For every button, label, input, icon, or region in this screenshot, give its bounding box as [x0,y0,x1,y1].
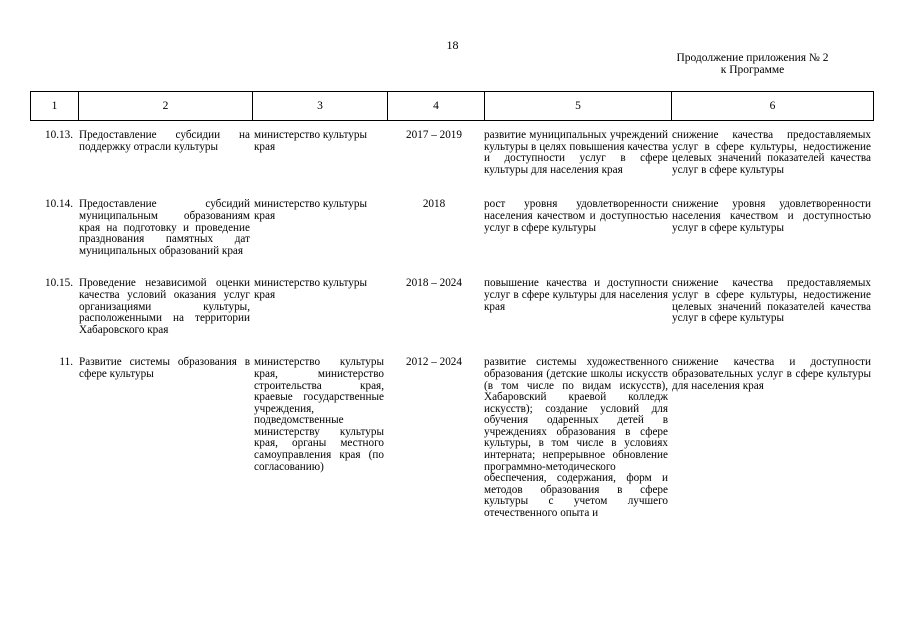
appendix-heading [650,52,855,76]
table-row [30,199,873,257]
table-row [30,357,873,519]
years: 2012 – 2024 [406,356,462,369]
consequences: снижение качества предоставляемых услуг в сфере культуры, недостижение целевых значений показателей качества услуг в сфере культуры [672,277,871,325]
appendix-line-1: Продолжение приложения № 2 [676,52,829,64]
measure-name: Предоставление субсидии на поддержку отрасли культуры [79,129,250,153]
header-row [31,92,874,121]
row-number: 10.14. [45,198,73,211]
years: 2018 – 2024 [406,277,462,290]
expected-result: развитие системы художественного образования (детские школы искусств (в том числе по видам искусств), Хабаровский краевой колледж искусств); создание условий для обучения одаренных детей в учреждениях образования в сфере культуры, в том числе в условиях интерната; непрерывное обновление программно-методического обеспечения, содержания, форм и методов образования в сфере культуры с учетом лучшего отечественного опыта и [484,356,668,520]
executor: министерство культуры края [254,277,367,301]
consequences: снижение качества и доступности образовательных услуг в сфере культуры для населения края [672,356,871,392]
measure-name: Предоставление субсидий муниципальным образованиям края на подготовку и проведение празднования памятных дат муниципальных образований края [79,198,250,257]
years: 2017 – 2019 [406,129,462,141]
column-number-4: 4 [388,92,485,121]
column-number-1: 1 [31,92,79,121]
row-number: 10.13. [45,129,73,141]
years: 2018 [422,198,446,211]
expected-result: повышение качества и доступности услуг в сфере культуры для населения края [484,277,668,313]
consequences: снижение уровня удовлетворенности населения качеством и доступностью услуг в сфере культуры [672,198,871,234]
row-number: 11. [59,356,73,369]
column-number-6: 6 [672,92,874,121]
executor: министерство культуры края [254,129,367,153]
column-number-3: 3 [253,92,388,121]
measure-name: Развитие системы образования в сфере культуры [79,356,250,380]
program-measures-table [30,130,873,520]
expected-result: рост уровня удовлетворенности населения качеством и доступностью услуг в сфере культуры [484,198,668,234]
column-number-5: 5 [485,92,672,121]
consequences: снижение качества предоставляемых услуг в сфере культуры, недостижение целевых значений показателей качества услуг в сфере культуры [672,129,871,176]
column-number-2: 2 [79,92,253,121]
page-number: 18 [446,38,459,52]
table-row [30,278,873,336]
column-number-header [30,91,874,121]
executor: министерство культуры края [254,198,367,222]
expected-result: развитие муниципальных учреждений культуры в целях повышения качества и доступности услуг в сфере культуры для населения края [484,129,668,176]
table-row [30,130,873,176]
measure-name: Проведение независимой оценки качества условий оказания услуг организациями культуры, расположенными на территории Хабаровского края [79,277,250,336]
appendix-line-2: к Программе [720,64,785,76]
row-number: 10.15. [45,277,73,290]
executor: министерство культуры края, министерство строительства края, краевые государственные учреждения, подведомственные министерству культуры края, органы местного самоуправления края (по согласованию) [254,356,384,473]
